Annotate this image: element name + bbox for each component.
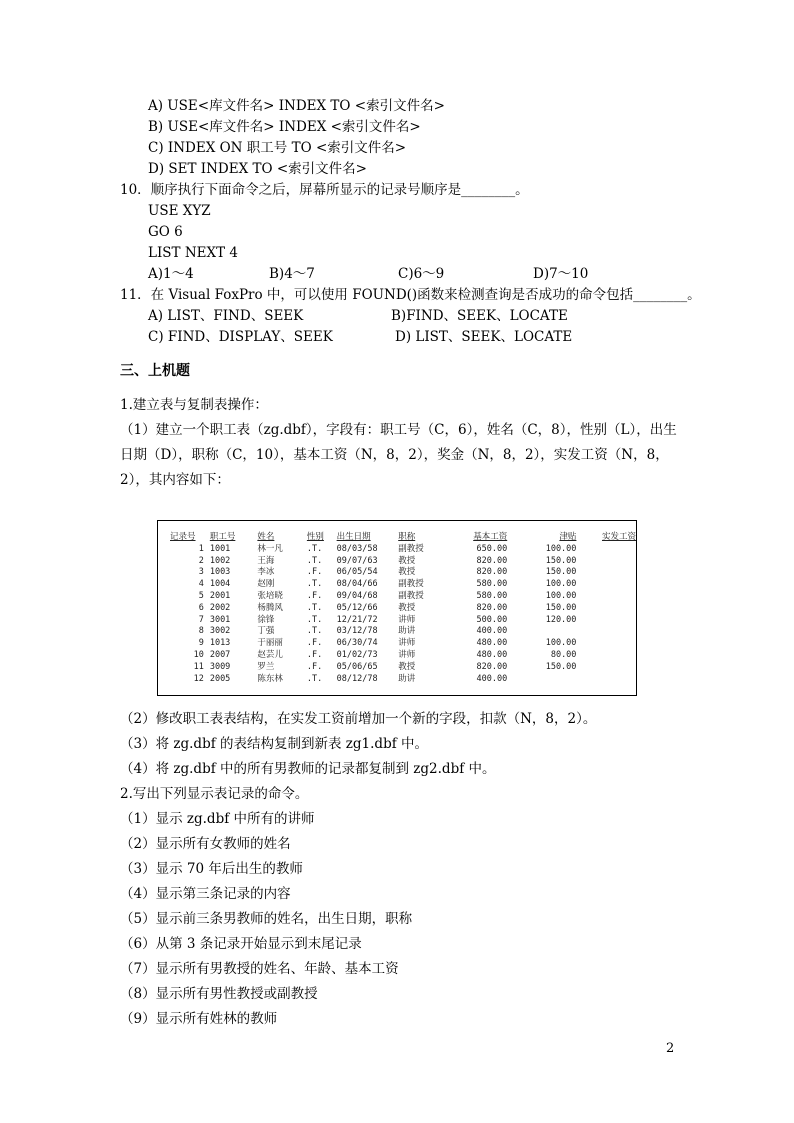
cell-base-salary: 400.00 bbox=[476, 673, 508, 684]
table-row bbox=[170, 662, 636, 674]
cell-birthdate: 05/12/66 bbox=[336, 602, 378, 613]
cell-actual-salary bbox=[576, 662, 636, 674]
cell-allowance bbox=[507, 674, 576, 686]
cell-actual-salary bbox=[576, 579, 636, 591]
task2-item-6: （6）从第 3 条记录开始显示到末尾记录 bbox=[120, 936, 362, 952]
cell-birthdate: 06/30/74 bbox=[336, 638, 378, 649]
cell-gender: .T. bbox=[306, 602, 323, 613]
task1-item1-line3: 2），其内容如下： bbox=[120, 472, 230, 488]
section-3-title: 三、上机题 bbox=[120, 363, 190, 379]
header-actual-salary: 实发工资 bbox=[601, 532, 636, 542]
cell-staff-id: 2007 bbox=[209, 649, 231, 660]
table-row bbox=[170, 567, 636, 579]
cell-allowance: 150.00 bbox=[545, 567, 577, 578]
cell-staff-id: 2001 bbox=[209, 590, 231, 601]
cell-record-no: 3 bbox=[198, 567, 204, 578]
cell-allowance: 100.00 bbox=[545, 590, 577, 601]
cell-name: 林一凡 bbox=[257, 543, 283, 554]
cell-birthdate: 09/07/63 bbox=[336, 555, 378, 566]
q10-option-c: C)6～9 bbox=[398, 266, 445, 282]
q10-command-2: GO 6 bbox=[148, 224, 183, 240]
cell-name: 于丽丽 bbox=[257, 638, 283, 649]
cell-name: 杨腾风 bbox=[257, 602, 283, 613]
task2-item-8: （8）显示所有男性教授或副教授 bbox=[120, 986, 318, 1002]
table-row bbox=[170, 556, 636, 568]
task2-item-9: （9）显示所有姓林的教师 bbox=[120, 1011, 278, 1027]
cell-title: 教授 bbox=[398, 661, 416, 672]
cell-name: 张培晓 bbox=[257, 590, 283, 601]
cell-record-no: 4 bbox=[198, 579, 204, 590]
cell-gender: .F. bbox=[306, 590, 323, 601]
table-header-row bbox=[170, 532, 636, 544]
cell-title: 讲师 bbox=[398, 614, 416, 625]
header-allowance: 津贴 bbox=[559, 532, 577, 542]
q9-option-a: A) USE<库文件名> INDEX TO <索引文件名> bbox=[148, 98, 445, 114]
cell-gender: .F. bbox=[306, 567, 323, 578]
cell-title: 教授 bbox=[398, 567, 416, 578]
cell-allowance: 150.00 bbox=[545, 602, 577, 613]
cell-actual-salary bbox=[576, 567, 636, 579]
cell-title: 助讲 bbox=[398, 626, 416, 637]
cell-record-no: 7 bbox=[198, 614, 204, 625]
q11-stem: 11．在 Visual FoxPro 中，可以使用 FOUND()函数来检测查询是否成功的命令包括________。 bbox=[120, 287, 701, 303]
cell-allowance: 150.00 bbox=[545, 661, 577, 672]
record-table bbox=[170, 532, 636, 685]
cell-gender: .T. bbox=[306, 673, 323, 684]
cell-title: 教授 bbox=[398, 555, 416, 566]
cell-staff-id: 3002 bbox=[209, 626, 231, 637]
cell-record-no: 11 bbox=[193, 661, 204, 672]
cell-gender: .T. bbox=[306, 543, 323, 554]
cell-birthdate: 08/12/78 bbox=[336, 673, 378, 684]
task1-item2: （2）修改职工表表结构，在实发工资前增加一个新的字段，扣款（N，8，2）。 bbox=[120, 711, 597, 727]
task2-item-3: （3）显示 70 年后出生的教师 bbox=[120, 861, 303, 877]
q11-option-a: A) LIST、FIND、SEEK bbox=[148, 308, 304, 324]
table-row bbox=[170, 544, 636, 556]
cell-name: 丁强 bbox=[257, 626, 275, 637]
cell-staff-id: 2002 bbox=[209, 602, 231, 613]
cell-name: 王海 bbox=[257, 555, 275, 566]
cell-title: 副教授 bbox=[398, 590, 424, 601]
cell-actual-salary bbox=[576, 556, 636, 568]
task2-title: 2.写出下列显示表记录的命令。 bbox=[120, 786, 309, 802]
cell-staff-id: 1002 bbox=[209, 555, 231, 566]
cell-name: 赵刚 bbox=[257, 579, 275, 590]
cell-actual-salary bbox=[576, 603, 636, 615]
cell-gender: .T. bbox=[306, 579, 323, 590]
q9-option-c: C) INDEX ON 职工号 TO <索引文件名> bbox=[148, 140, 407, 156]
cell-record-no: 12 bbox=[193, 673, 204, 684]
cell-staff-id: 1003 bbox=[209, 567, 231, 578]
task2-item-1: （1）显示 zg.dbf 中所有的讲师 bbox=[120, 811, 315, 827]
task2-item-5: （5）显示前三条男教师的姓名，出生日期，职称 bbox=[120, 911, 413, 927]
q10-option-b: B)4～7 bbox=[269, 266, 315, 282]
task2-item-4: （4）显示第三条记录的内容 bbox=[120, 886, 291, 902]
cell-record-no: 1 bbox=[198, 543, 204, 554]
cell-base-salary: 650.00 bbox=[476, 543, 508, 554]
q10-option-d: D)7～10 bbox=[533, 266, 589, 282]
task2-item-2: （2）显示所有女教师的姓名 bbox=[120, 836, 291, 852]
task1-item4: （4）将 zg.dbf 中的所有男教师的记录都复制到 zg2.dbf 中。 bbox=[120, 761, 496, 777]
header-name: 姓名 bbox=[257, 532, 275, 542]
cell-actual-salary bbox=[576, 591, 636, 603]
cell-gender: .F. bbox=[306, 649, 323, 660]
table-row bbox=[170, 638, 636, 650]
task2-item-7: （7）显示所有男教授的姓名、年龄、基本工资 bbox=[120, 961, 399, 977]
cell-base-salary: 480.00 bbox=[476, 649, 508, 660]
cell-record-no: 8 bbox=[198, 626, 204, 637]
cell-record-no: 6 bbox=[198, 602, 204, 613]
task1-title: 1.建立表与复制表操作： bbox=[120, 397, 268, 413]
record-table-box bbox=[157, 520, 637, 696]
q10-command-1: USE XYZ bbox=[148, 203, 211, 219]
cell-name: 陈东林 bbox=[257, 673, 283, 684]
cell-name: 李冰 bbox=[257, 567, 275, 578]
cell-birthdate: 06/05/54 bbox=[336, 567, 378, 578]
cell-base-salary: 820.00 bbox=[476, 567, 508, 578]
cell-staff-id: 3009 bbox=[209, 661, 231, 672]
cell-base-salary: 500.00 bbox=[476, 614, 508, 625]
cell-title: 副教授 bbox=[398, 543, 424, 554]
cell-birthdate: 12/21/72 bbox=[336, 614, 378, 625]
header-title: 职称 bbox=[398, 532, 416, 542]
cell-base-salary: 400.00 bbox=[476, 626, 508, 637]
header-record-no: 记录号 bbox=[170, 532, 196, 542]
header-birthdate: 出生日期 bbox=[336, 532, 371, 542]
q10-stem: 10．顺序执行下面命令之后，屏幕所显示的记录号顺序是________。 bbox=[120, 182, 529, 198]
header-base-salary: 基本工资 bbox=[473, 532, 508, 542]
cell-name: 罗兰 bbox=[257, 661, 275, 672]
cell-allowance: 150.00 bbox=[545, 555, 577, 566]
cell-gender: .F. bbox=[306, 661, 323, 672]
cell-title: 讲师 bbox=[398, 649, 416, 660]
table-row bbox=[170, 615, 636, 627]
cell-allowance bbox=[507, 626, 576, 638]
cell-title: 讲师 bbox=[398, 638, 416, 649]
cell-actual-salary bbox=[576, 674, 636, 686]
cell-staff-id: 1004 bbox=[209, 579, 231, 590]
q11-option-d: D) LIST、SEEK、LOCATE bbox=[395, 329, 573, 345]
cell-record-no: 2 bbox=[198, 555, 204, 566]
cell-staff-id: 2005 bbox=[209, 673, 231, 684]
cell-allowance: 80.00 bbox=[550, 649, 577, 660]
task1-item1-line1: （1）建立一个职工表（zg.dbf），字段有：职工号（C，6），姓名（C，8），性别（L），出生 bbox=[120, 422, 677, 438]
cell-name: 徐锋 bbox=[257, 614, 275, 625]
cell-base-salary: 820.00 bbox=[476, 661, 508, 672]
header-staff-id: 职工号 bbox=[209, 532, 236, 542]
cell-gender: .F. bbox=[306, 638, 323, 649]
q9-option-d: D) SET INDEX TO <索引文件名> bbox=[148, 161, 367, 177]
cell-base-salary: 820.00 bbox=[476, 602, 508, 613]
cell-birthdate: 03/12/78 bbox=[336, 626, 378, 637]
cell-base-salary: 820.00 bbox=[476, 555, 508, 566]
cell-base-salary: 580.00 bbox=[476, 579, 508, 590]
cell-birthdate: 08/03/58 bbox=[336, 543, 378, 554]
table-row bbox=[170, 626, 636, 638]
q9-option-b: B) USE<库文件名> INDEX <索引文件名> bbox=[148, 119, 421, 135]
cell-title: 副教授 bbox=[398, 579, 424, 590]
q11-option-c: C) FIND、DISPLAY、SEEK bbox=[148, 329, 333, 345]
cell-base-salary: 580.00 bbox=[476, 590, 508, 601]
table-body bbox=[170, 544, 636, 686]
task1-item3: （3）将 zg.dbf 的表结构复制到新表 zg1.dbf 中。 bbox=[120, 736, 428, 752]
cell-birthdate: 08/04/66 bbox=[336, 579, 378, 590]
cell-record-no: 5 bbox=[198, 590, 204, 601]
table-row bbox=[170, 674, 636, 686]
table-row bbox=[170, 603, 636, 615]
cell-record-no: 10 bbox=[193, 649, 204, 660]
cell-actual-salary bbox=[576, 626, 636, 638]
q10-command-3: LIST NEXT 4 bbox=[148, 245, 239, 261]
cell-name: 赵芸儿 bbox=[257, 649, 283, 660]
cell-record-no: 9 bbox=[198, 638, 204, 649]
cell-birthdate: 09/04/68 bbox=[336, 590, 378, 601]
cell-allowance: 100.00 bbox=[545, 579, 577, 590]
cell-actual-salary bbox=[576, 650, 636, 662]
cell-gender: .T. bbox=[306, 626, 323, 637]
cell-allowance: 100.00 bbox=[545, 638, 577, 649]
cell-staff-id: 1013 bbox=[209, 638, 231, 649]
q11-option-b: B)FIND、SEEK、LOCATE bbox=[391, 308, 568, 324]
cell-title: 教授 bbox=[398, 602, 416, 613]
table-row bbox=[170, 591, 636, 603]
table-row bbox=[170, 579, 636, 591]
cell-title: 助讲 bbox=[398, 673, 416, 684]
header-gender: 性别 bbox=[306, 532, 324, 542]
page-number: 2 bbox=[666, 1041, 675, 1056]
cell-actual-salary bbox=[576, 615, 636, 627]
cell-birthdate: 01/02/73 bbox=[336, 649, 378, 660]
cell-birthdate: 05/06/65 bbox=[336, 661, 378, 672]
task1-item1-line2: 日期（D），职称（C，10），基本工资（N，8，2），奖金（N，8，2），实发工资（N，8， bbox=[120, 447, 669, 463]
cell-base-salary: 480.00 bbox=[476, 638, 508, 649]
cell-gender: .T. bbox=[306, 555, 323, 566]
cell-actual-salary bbox=[576, 638, 636, 650]
cell-staff-id: 3001 bbox=[209, 614, 231, 625]
q10-option-a: A)1～4 bbox=[148, 266, 194, 282]
cell-allowance: 100.00 bbox=[545, 543, 577, 554]
table-row bbox=[170, 650, 636, 662]
cell-allowance: 120.00 bbox=[545, 614, 577, 625]
cell-staff-id: 1001 bbox=[209, 543, 231, 554]
cell-gender: .T. bbox=[306, 614, 323, 625]
cell-actual-salary bbox=[576, 544, 636, 556]
